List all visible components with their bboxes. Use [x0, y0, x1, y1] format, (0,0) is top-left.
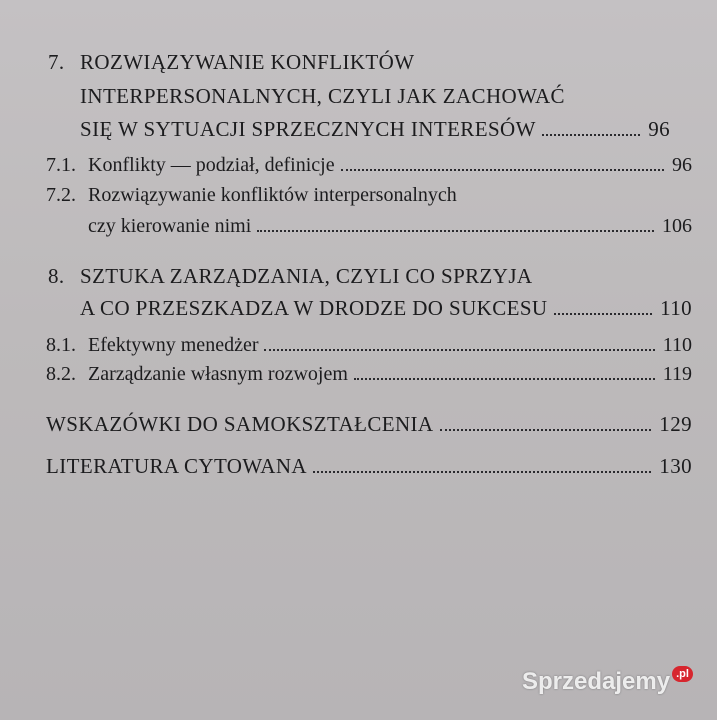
- toc-chapter-7-line3: [80, 117, 670, 142]
- leader-dots: [440, 428, 652, 431]
- toc-chapter-8-line1: [48, 264, 533, 289]
- leader-dots: [264, 348, 654, 351]
- toc-chapter-7-line1: [48, 50, 414, 75]
- watermark-text: Sprzedajemy: [522, 668, 671, 695]
- toc-section-7-2-line1: [46, 184, 457, 207]
- toc-entry-literatura: [46, 454, 692, 479]
- entry-title: LITERATURA CYTOWANA: [46, 454, 307, 478]
- leader-dots: [554, 312, 653, 315]
- section-title-line1: Rozwiązywanie konfliktów interpersonalnych: [88, 184, 457, 206]
- leader-dots: [542, 133, 640, 136]
- toc-section-7-2-line2: [88, 215, 692, 238]
- toc-section-8-1: [46, 334, 692, 357]
- watermark-suffix: .pl: [672, 666, 693, 682]
- chapter-title-line1: ROZWIĄZYWANIE KONFLIKTÓW: [80, 50, 415, 74]
- entry-title: WSKAZÓWKI DO SAMOKSZTAŁCENIA: [46, 412, 434, 436]
- section-number: 7.2.: [46, 184, 76, 206]
- section-title: Konflikty — podział, definicje: [88, 154, 335, 176]
- toc-entry-wskazowki: [46, 412, 692, 437]
- chapter-number: 8.: [48, 264, 65, 288]
- page-number: 130: [659, 454, 692, 478]
- page-number: 96: [672, 154, 692, 176]
- toc-chapter-7-line2: [80, 84, 565, 109]
- chapter-title-line2: A CO PRZESZKADZA W DRODZE DO SUKCESU: [80, 296, 548, 320]
- toc-section-8-2: [46, 363, 692, 386]
- page-number: 96: [648, 117, 670, 141]
- leader-dots: [313, 470, 651, 473]
- chapter-title-line1: SZTUKA ZARZĄDZANIA, CZYLI CO SPRZYJA: [80, 264, 533, 288]
- section-number: 8.1.: [46, 334, 76, 356]
- page-number: 106: [662, 215, 692, 237]
- page-number: 129: [659, 412, 692, 436]
- section-title: Zarządzanie własnym rozwojem: [88, 363, 348, 385]
- section-number: 7.1.: [46, 154, 76, 176]
- section-title: Efektywny menedżer: [88, 334, 259, 356]
- section-title-line2: czy kierowanie nimi: [88, 215, 252, 237]
- toc-section-7-1: [46, 154, 692, 177]
- sprzedajemy-watermark: [522, 668, 693, 696]
- page-number: 110: [662, 334, 692, 356]
- section-number: 8.2.: [46, 363, 76, 385]
- toc-chapter-8-line2: [80, 296, 692, 321]
- leader-dots: [354, 377, 655, 380]
- leader-dots: [257, 229, 654, 232]
- leader-dots: [341, 168, 664, 171]
- chapter-number: 7.: [48, 50, 65, 74]
- page-number: 110: [660, 296, 692, 320]
- chapter-title-line2: INTERPERSONALNYCH, CZYLI JAK ZACHOWAĆ: [80, 84, 565, 108]
- chapter-title-line3: SIĘ W SYTUACJI SPRZECZNYCH INTERESÓW: [80, 117, 536, 141]
- show-through-text: [60, 490, 680, 514]
- page-number: 119: [662, 363, 692, 385]
